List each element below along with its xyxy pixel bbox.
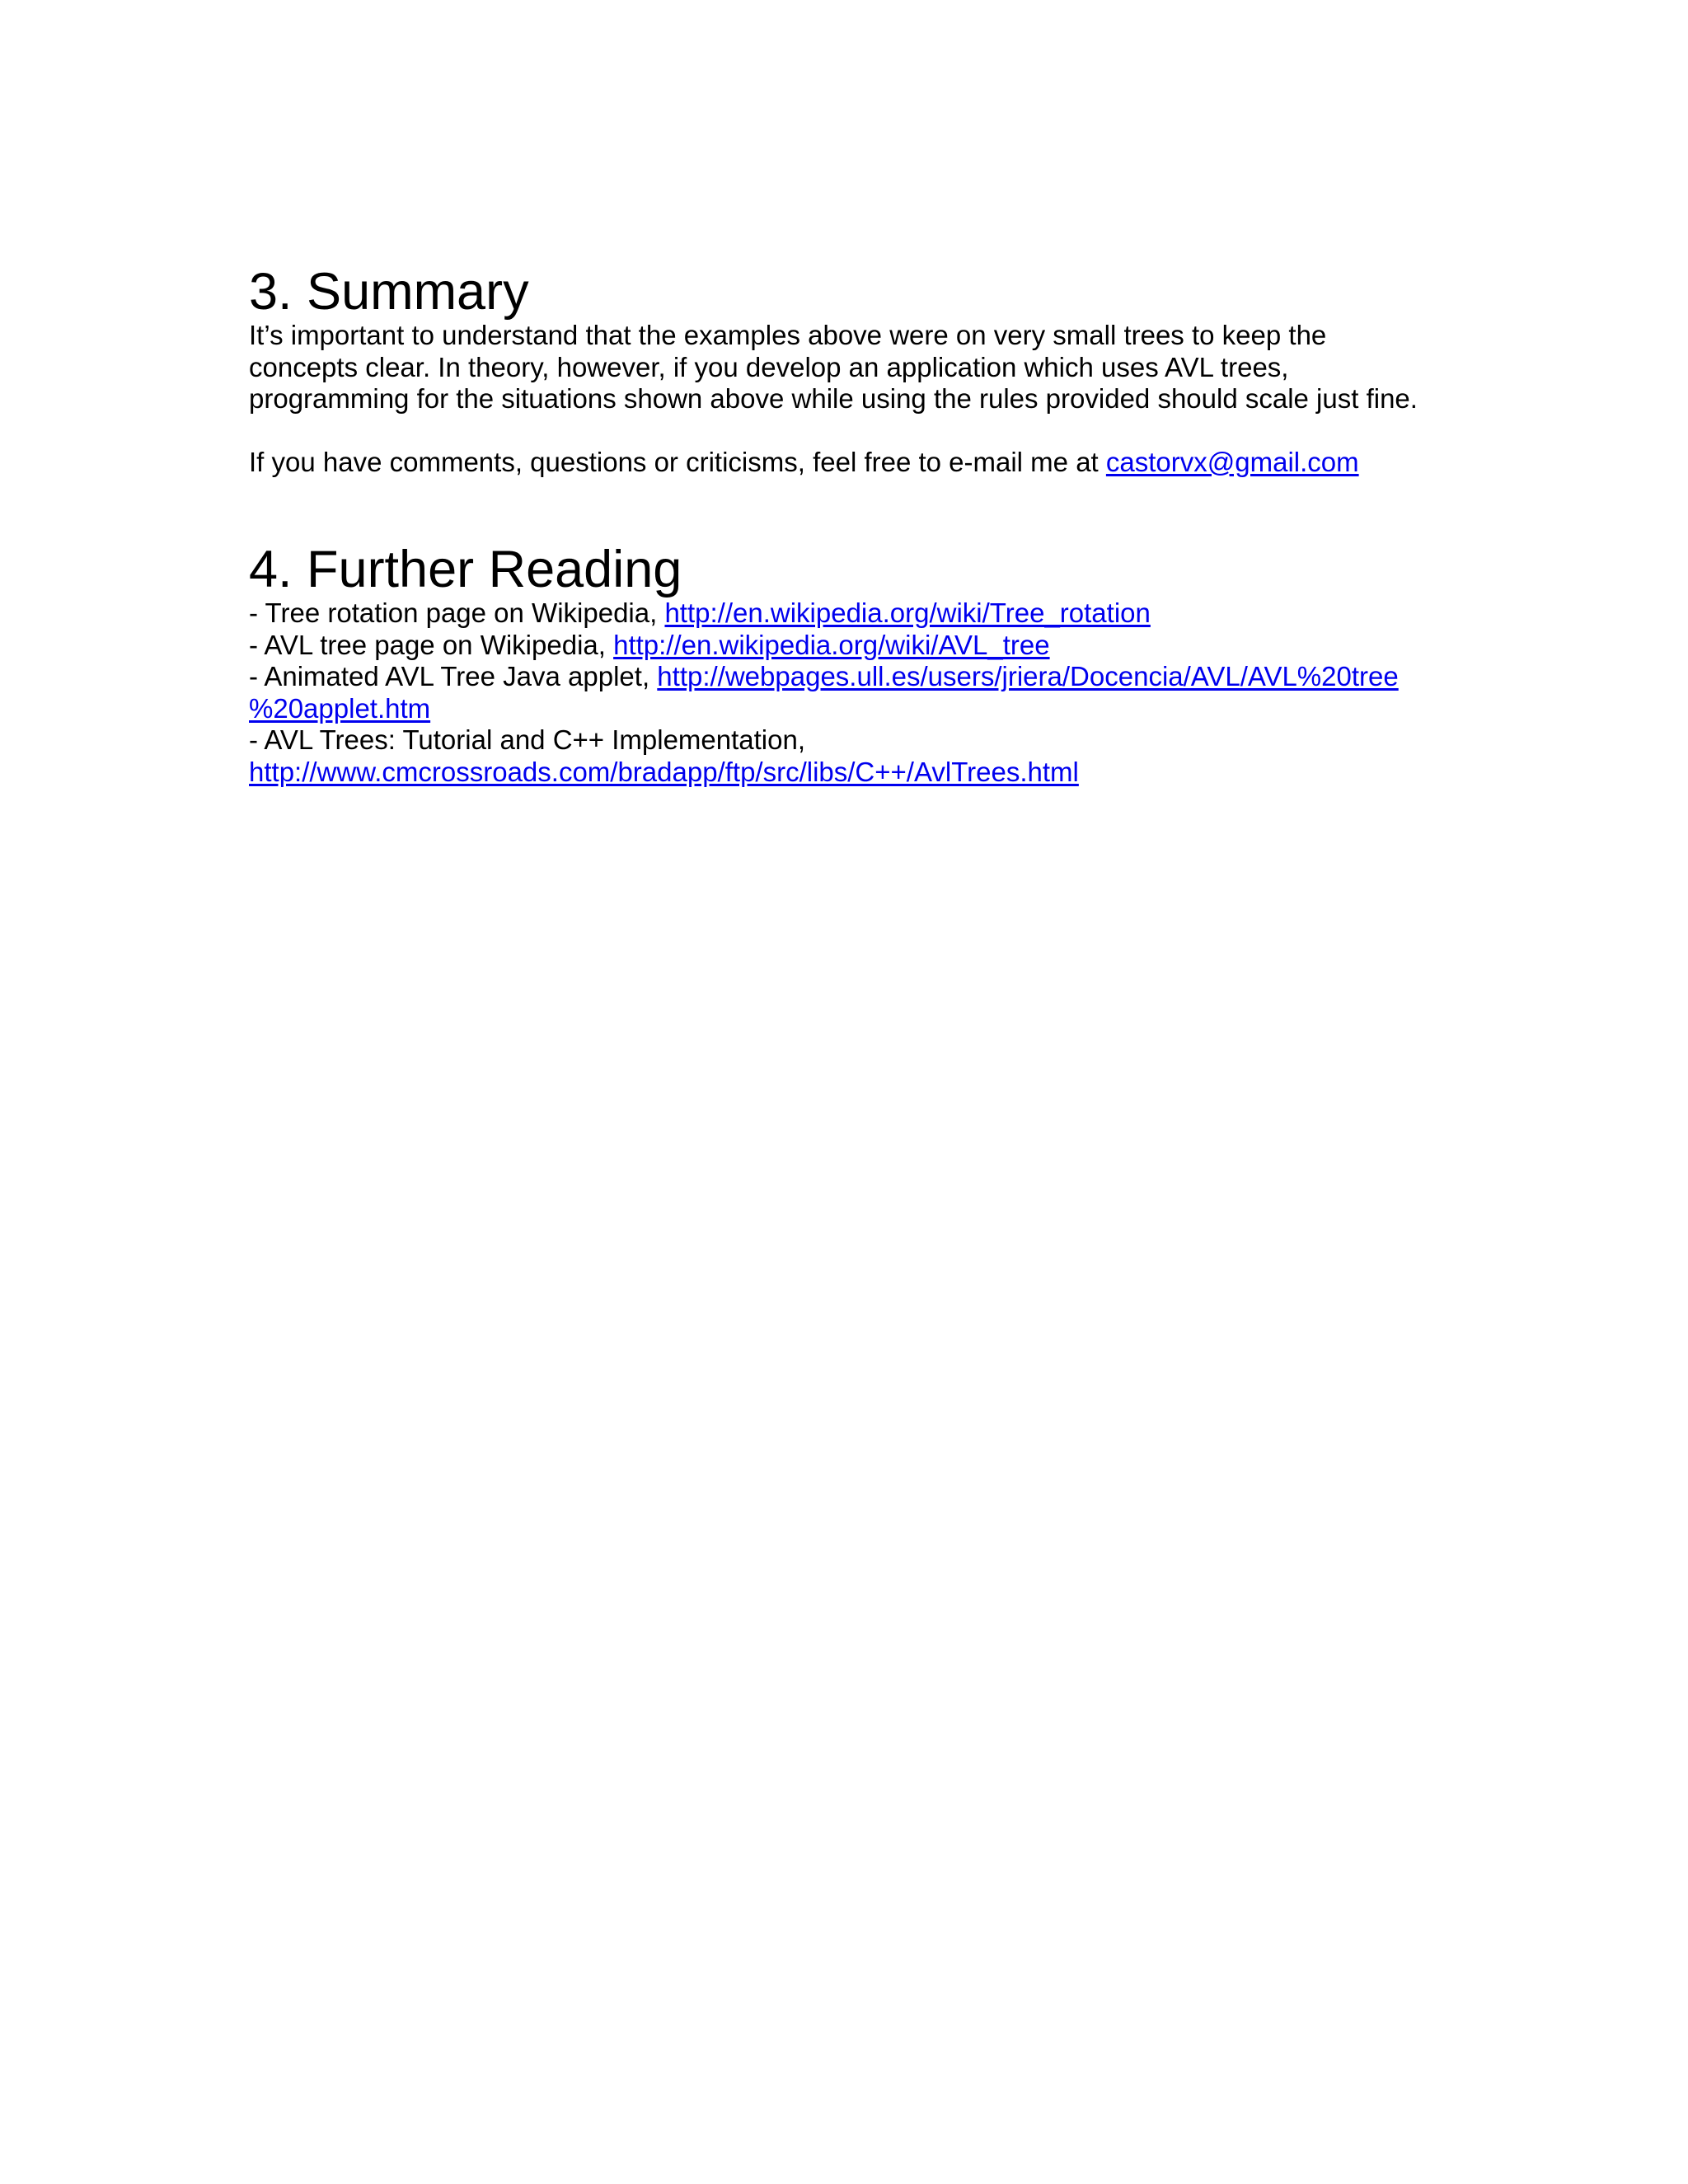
reference-label: - AVL Trees: Tutorial and C++ Implementation, [249, 724, 806, 755]
reference-link-java-applet-continued[interactable]: %20applet.htm [249, 692, 431, 724]
summary-paragraph [249, 320, 1452, 415]
summary-line-1: It’s important to understand that the examples above were on very small trees to keep the [249, 320, 1327, 350]
reference-link-java-applet[interactable]: http://webpages.ull.es/users/jriera/Docencia/AVL/AVL%20tree [657, 661, 1399, 691]
page-content [249, 264, 1452, 788]
reference-label: - AVL tree page on Wikipedia, [249, 629, 614, 660]
reference-item [249, 724, 1452, 788]
reference-list [249, 598, 1452, 788]
reference-item [249, 661, 1452, 724]
reference-link-avl-tree[interactable]: http://en.wikipedia.org/wiki/AVL_tree [613, 629, 1050, 660]
summary-heading: 3. Summary [249, 263, 529, 321]
reference-item [249, 630, 1452, 662]
paragraph-spacer [249, 415, 1452, 447]
contact-email-link[interactable]: castorvx@gmail.com [1105, 446, 1359, 477]
summary-line-3: programming for the situations shown above while using the rules provided should scale just fine. [249, 383, 1418, 414]
section-spacer [249, 478, 1452, 541]
reference-label: - Animated AVL Tree Java applet, [249, 661, 658, 691]
reference-item [249, 598, 1452, 630]
reference-link-tree-rotation[interactable]: http://en.wikipedia.org/wiki/Tree_rotation [664, 598, 1151, 628]
contact-prefix: If you have comments, questions or criticisms, feel free to e-mail me at [249, 446, 1106, 477]
further-reading-heading: 4. Further Reading [249, 541, 682, 598]
reference-label: - Tree rotation page on Wikipedia, [249, 598, 665, 628]
summary-line-2: concepts clear. In theory, however, if you develop an application which uses AVL trees, [249, 351, 1289, 382]
reference-link-cpp-tutorial[interactable]: http://www.cmcrossroads.com/bradapp/ftp/src/libs/C++/AvlTrees.html [249, 756, 1079, 787]
contact-paragraph [249, 447, 1452, 479]
